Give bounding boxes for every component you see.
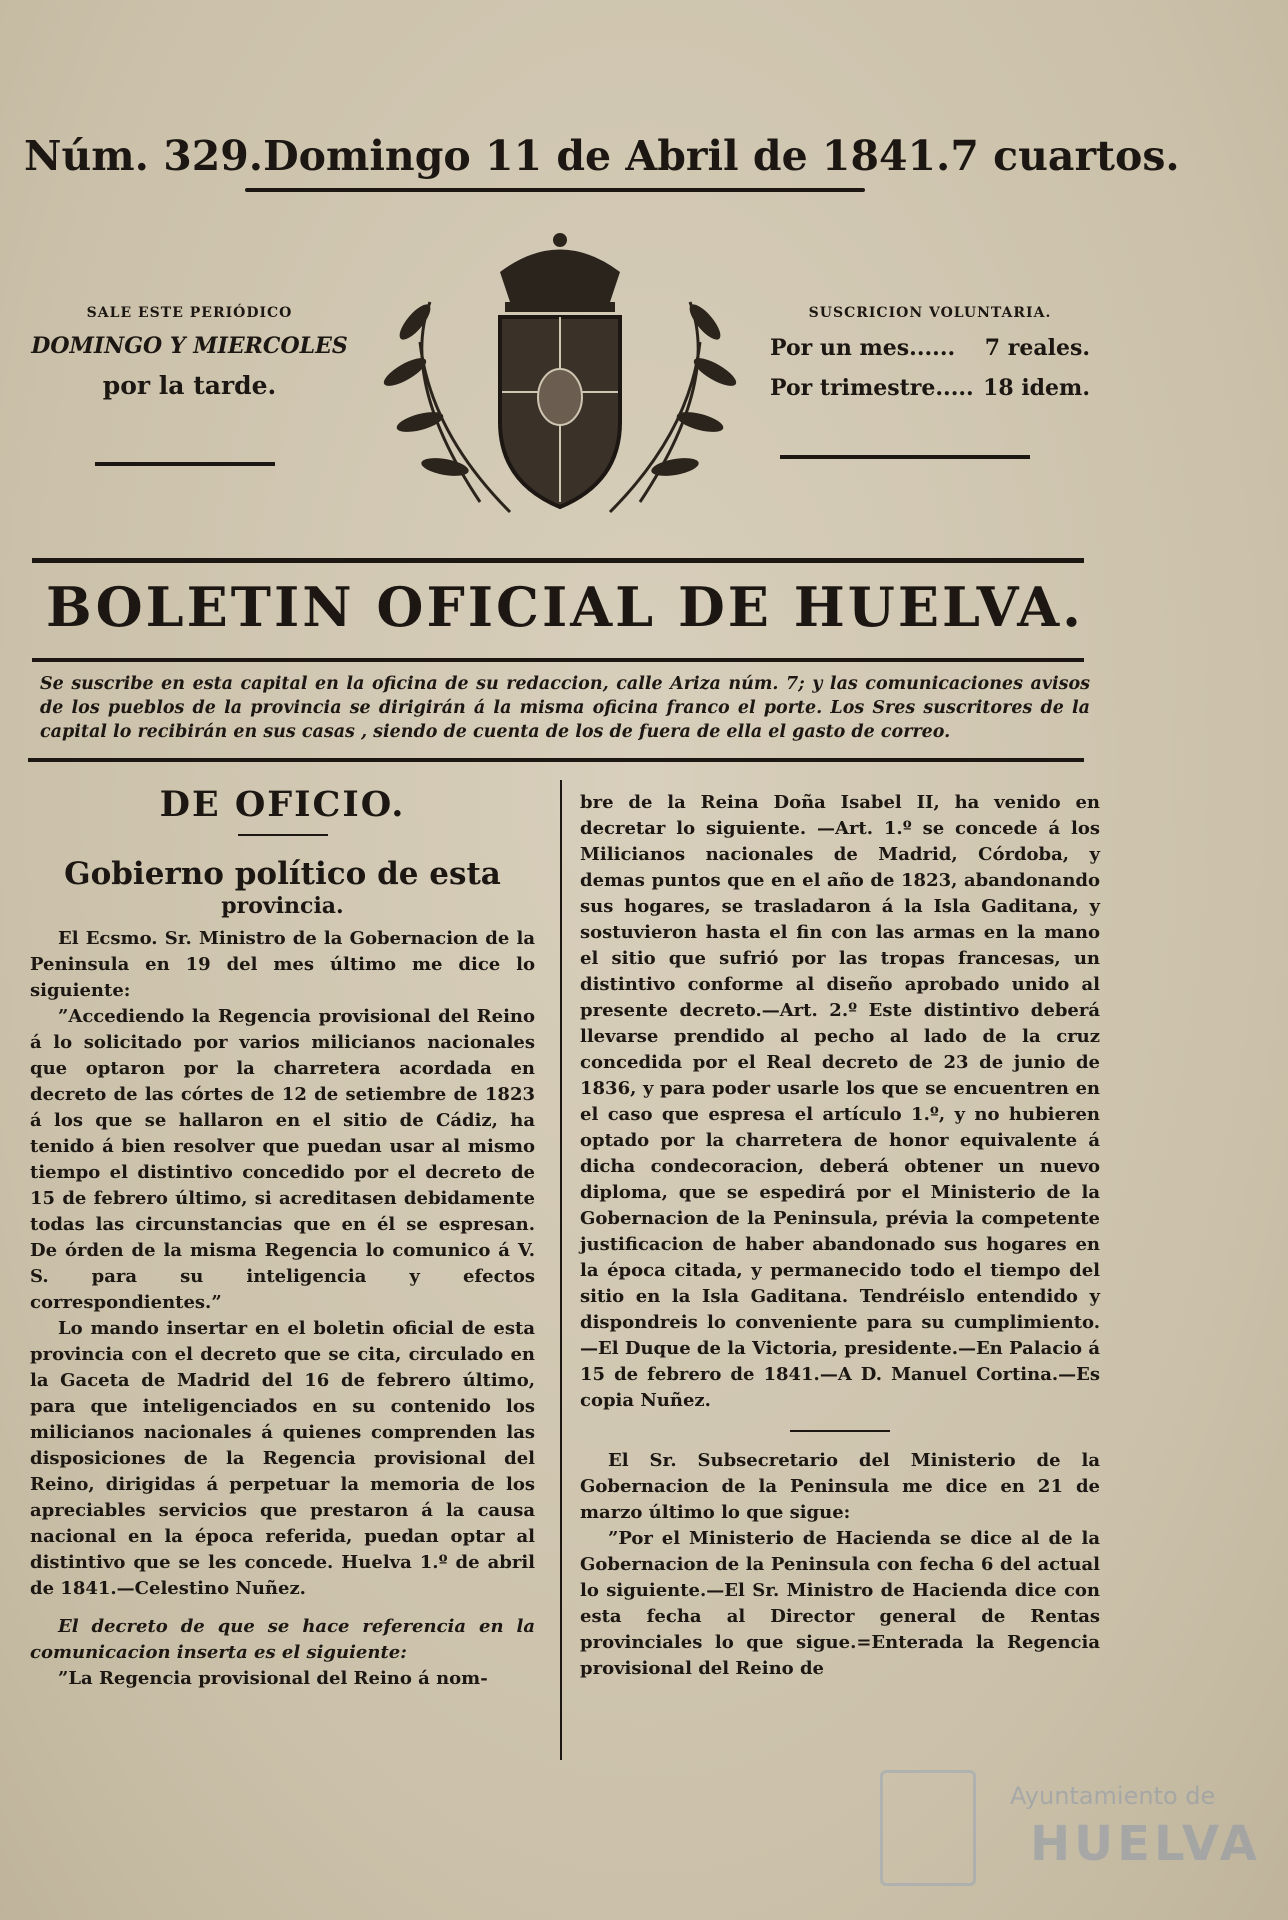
price-month-label: Por un mes...... bbox=[770, 335, 956, 361]
schedule-line-3: por la tarde. bbox=[102, 371, 277, 400]
notice-bottom-rule bbox=[28, 758, 1084, 762]
title-top-rule bbox=[32, 558, 1084, 563]
masthead bbox=[24, 132, 1180, 180]
royal-coat-of-arms-image bbox=[360, 232, 760, 542]
right-column bbox=[580, 790, 1100, 1682]
article-paragraph: bre de la Reina Doña Isabel II, ha venido en decretar lo siguiente. —Art. 1.º se concede á los Milicianos nacionales de Madrid, Córdoba, y demas puntos que en el año de 1823, abandonando sus hogares, se trasladaron á la Isla Gaditana, y sostuvieron hasta el fin con las armas en la mano el sitio que sufrió por las tropas francesas, un distintivo conforme al diseño aprobado unido al presente decreto.—Art. 2.º Este distintivo deberá llevarse prendido al pecho al lado de la cruz concedida por el Real decreto de 23 de junio de 1836, y para poder usarle los que se encuentren en el caso que espresa el artículo 1.º, y no hubieren optado por la charretera de honor equivalente á dicha condecoracion, deberá obtener un nuevo diploma, que se espedirá por el Ministerio de la Gobernacion de la Peninsula, prévia la competente justificacion de haber abandonado sus hogares en la época citada, y permanecido todo el tiempo del sitio en la Isla Gaditana. Tendréislo entendido y dispondreis lo conveniente para su cumplimiento.—El Duque de la Victoria, presidente.—En Palacio á 15 de febrero de 1841.—A D. Manuel Cortina.—Es copia Nuñez. bbox=[580, 792, 1100, 1411]
column-divider bbox=[560, 780, 562, 1760]
price-quarter-value: 18 idem. bbox=[983, 375, 1090, 401]
issue-date: Domingo 11 de Abril de 1841. bbox=[263, 132, 951, 180]
watermark-shield-icon bbox=[880, 1770, 976, 1886]
subsection-heading: Gobierno político de esta bbox=[64, 856, 501, 892]
price-month-row bbox=[770, 335, 1090, 361]
section-rule bbox=[238, 834, 328, 836]
price-month-value: 7 reales. bbox=[984, 335, 1090, 361]
subscription-heading: SUSCRICION VOLUNTARIA. bbox=[808, 305, 1052, 321]
price-quarter-label: Por trimestre..... bbox=[770, 375, 974, 401]
archive-watermark bbox=[880, 1760, 1261, 1890]
subscription-notice: Se suscribe en esta capital en la oficina de su redaccion, calle Ariza núm. 7; y las comunicaciones avisos de los pueblos de la provincia se dirigirán á la misma oficina franco el porte. Los Sres suscritores de la capital lo recibirán en sus casas , siendo de cuenta de los de fuera de ella el gasto de correo. bbox=[40, 674, 1090, 742]
watermark-line-1: Ayuntamiento de bbox=[1010, 1782, 1216, 1810]
article-paragraph: Lo mando insertar en el boletin oficial de esta provincia con el decreto que se cita, circulado en la Gaceta de Madrid del 16 de febrero último, para que inteligenciados en su contenido los milicianos nacionales á quienes comprenden las disposiciones de la Regencia provisional del Reino, dirigidas á perpetuar la memoria de los apreciables servicios que prestaron á la causa nacional en la época referida, puedan optar al distintivo que se les concede. Huelva 1.º de abril de 1841.—Celestino Nuñez. bbox=[30, 1318, 535, 1599]
left-block-rule bbox=[95, 462, 275, 466]
issue-price: 7 cuartos. bbox=[950, 132, 1180, 180]
subsection-heading-2: provincia. bbox=[221, 893, 344, 919]
article-paragraph: El Ecsmo. Sr. Ministro de la Gobernacion de la Peninsula en 19 del mes último me dice lo siguiente: bbox=[30, 928, 535, 1001]
masthead-rule bbox=[245, 188, 865, 192]
article-paragraph: ”Accediendo la Regencia provisional del Reino á lo solicitado por varios milicianos nacionales que optaron por la charretera acordada en decreto de las córtes de 12 de setiembre de 1823 á los que se hallaron en el sitio de Cádiz, ha tenido á bien resolver que puedan usar al mismo tiempo el distintivo concedido por el decreto de 15 de febrero último, si acreditasen debidamente todas las circunstancias que en él se espresan. De órden de la misma Regencia lo comunico á V. S. para su inteligencia y efectos correspondientes.” bbox=[30, 1006, 535, 1313]
newspaper-title: BOLETIN OFICIAL DE HUELVA. bbox=[46, 575, 1084, 639]
schedule-line-1: SALE ESTE PERIÓDICO bbox=[86, 305, 293, 321]
subscription-prices bbox=[770, 305, 1090, 401]
left-column bbox=[30, 784, 535, 1692]
article-paragraph: El decreto de que se hace referencia en la comunicacion inserta es el siguiente: bbox=[30, 1616, 535, 1663]
right-block-rule bbox=[780, 455, 1030, 459]
section-heading: DE OFICIO. bbox=[159, 784, 406, 825]
price-quarter-row bbox=[770, 375, 1090, 401]
schedule-line-2: DOMINGO Y MIERCOLES bbox=[31, 333, 348, 359]
article-paragraph: El Sr. Subsecretario del Ministerio de la Gobernacion de la Peninsula me dice en 21 de marzo último lo que sigue: bbox=[580, 1450, 1100, 1523]
article-paragraph: ”La Regencia provisional del Reino á nom- bbox=[58, 1668, 488, 1689]
publication-schedule bbox=[22, 305, 357, 400]
title-bottom-rule bbox=[32, 658, 1084, 662]
issue-number: Núm. 329. bbox=[24, 132, 264, 180]
article-paragraph: ”Por el Ministerio de Hacienda se dice al de la Gobernacion de la Peninsula con fecha 6 del actual lo siguiente.—El Sr. Ministro de Hacienda dice con esta fecha al Director general de Rentas provinciales lo que sigue.=Enterada la Regencia provisional del Reino de bbox=[580, 1528, 1100, 1679]
article-rule bbox=[790, 1430, 890, 1432]
watermark-line-2: HUELVA bbox=[1030, 1816, 1261, 1872]
